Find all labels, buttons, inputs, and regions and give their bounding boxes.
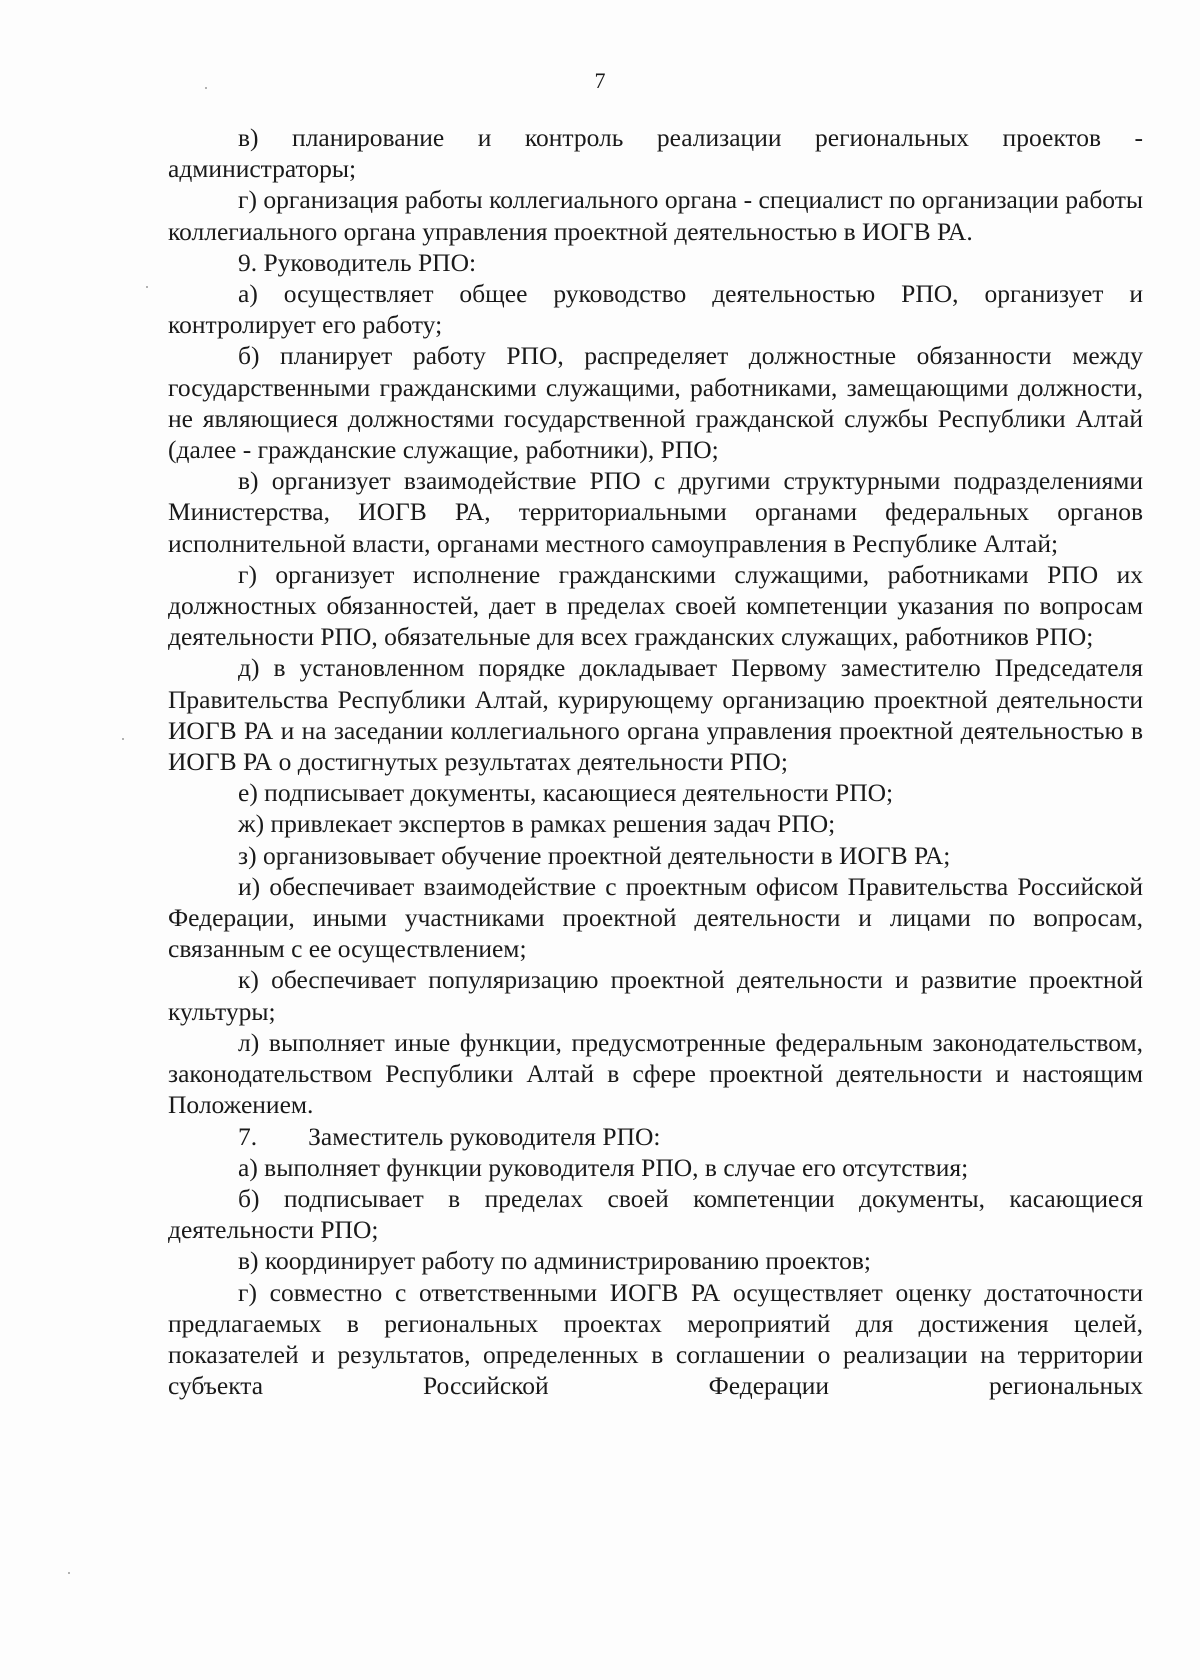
paragraph-g-assessment: г) совместно с ответственными ИОГВ РА осуществляет оценку достаточности предлагаемых в региональных проектах мероприятий для достижения целей, показателей и результатов, определенных в соглашении о реализации на территории субъекта Российской Федерации региональных <box>168 1277 1143 1401</box>
paragraph-k-popularization: к) обеспечивает популяризацию проектной деятельности и развитие проектной культуры; <box>168 965 1143 1026</box>
paragraph-v-interaction: в) организует взаимодействие РПО с другими структурными подразделениями Министерства, ИОГВ РА, территориальными органами федеральных органов исполнительной власти, органами местного самоуправления в Республике Алтай; <box>168 466 1143 558</box>
paragraph-g-collegial-body: г) организация работы коллегиального органа - специалист по организации работы коллегиального органа управления проектной деятельностью в ИОГВ РА. <box>168 185 1143 246</box>
paragraph-z-training: з) организовывает обучение проектной деятельности в ИОГВ РА; <box>238 840 951 870</box>
scan-speck <box>68 1572 70 1574</box>
scan-speck <box>146 286 148 288</box>
section-heading-deputy-head: 7. Заместитель руководителя РПО: <box>238 1121 661 1151</box>
paragraph-v-planning: в) планирование и контроль реализации региональных проектов - администраторы; <box>168 123 1143 184</box>
paragraph-v-coordinates: в) координирует работу по администрированию проектов; <box>238 1246 871 1276</box>
paragraph-e-signs-documents: е) подписывает документы, касающиеся деятельности РПО; <box>238 778 894 808</box>
paragraph-a-acting-head: а) выполняет функции руководителя РПО, в случае его отсутствия; <box>238 1152 969 1182</box>
paragraph-b-plans-work: б) планирует работу РПО, распределяет должностные обязанности между государственными гражданскими служащими, работниками, замещающими должности, не являющиеся должностями государственной гражданской службы Республики Алтай (далее - гражданские служащие, работники), РПО; <box>168 341 1143 465</box>
paragraph-a-general-management: а) осуществляет общее руководство деятельностью РПО, организует и контролирует его работу; <box>168 279 1143 340</box>
page-number: 7 <box>594 68 606 93</box>
document-body <box>168 122 1143 1401</box>
scan-speck <box>122 738 124 740</box>
paragraph-zh-experts: ж) привлекает экспертов в рамках решения задач РПО; <box>238 809 836 839</box>
section-heading-head-of-rpo: 9. Руководитель РПО: <box>238 247 477 277</box>
paragraph-d-reports: д) в установленном порядке докладывает Первому заместителю Председателя Правительства Республики Алтай, курирующему организацию проектной деятельности ИОГВ РА и на заседании коллегиального органа управления проектной деятельностью в ИОГВ РА о достигнутых результатах деятельности РПО; <box>168 653 1143 777</box>
paragraph-g-execution: г) организует исполнение гражданскими служащими, работниками РПО их должностных обязанностей, дает в пределах своей компетенции указания по вопросам деятельности РПО, обязательные для всех гражданских служащих, работников РПО; <box>168 559 1143 652</box>
paragraph-i-project-office: и) обеспечивает взаимодействие с проектным офисом Правительства Российской Федерации, иными участниками проектной деятельности и лицами по вопросам, связанным с ее осуществлением; <box>168 871 1143 964</box>
paragraph-b-signs-within-competence: б) подписывает в пределах своей компетенции документы, касающиеся деятельности РПО; <box>168 1183 1143 1245</box>
scan-speck <box>205 87 207 89</box>
paragraph-l-other-functions: л) выполняет иные функции, предусмотренные федеральным законодательством, законодательством Республики Алтай в сфере проектной деятельности и настоящим Положением. <box>168 1027 1143 1120</box>
